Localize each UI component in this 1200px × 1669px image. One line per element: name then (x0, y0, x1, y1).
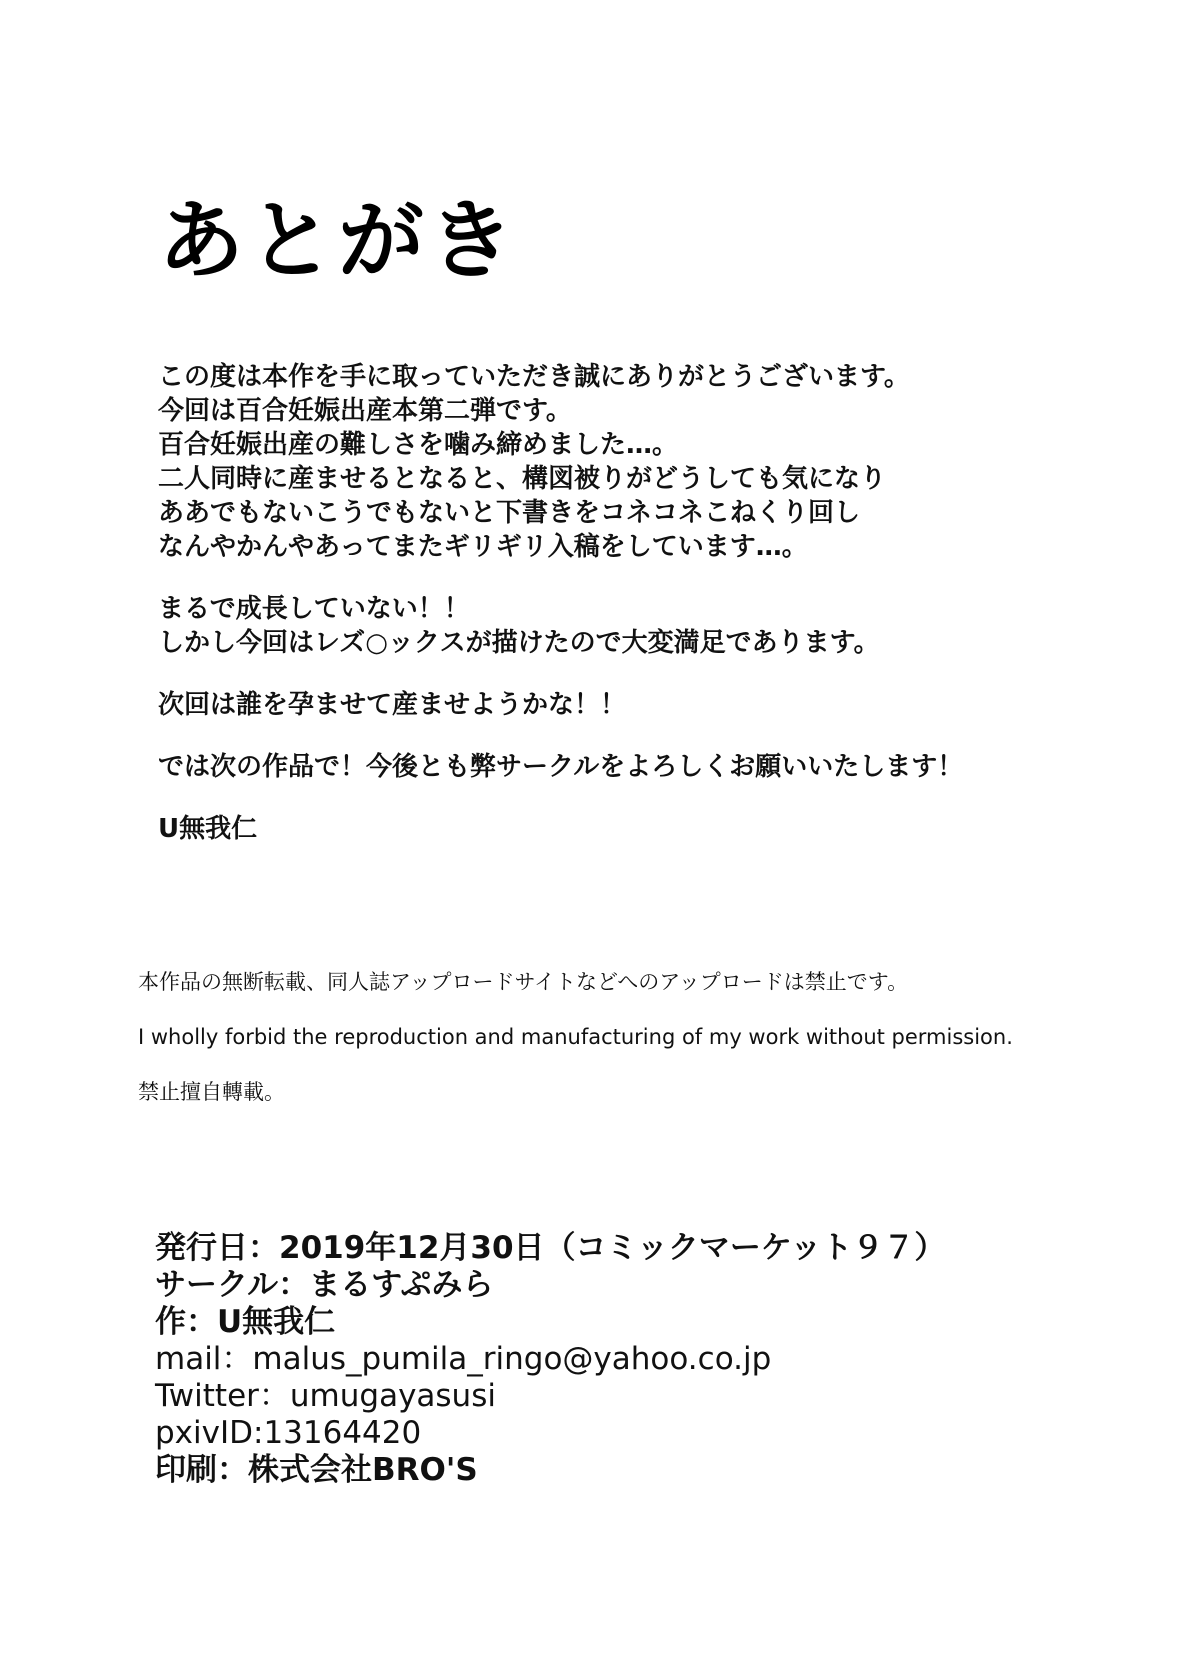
message-line: しかし今回はレズ○ックスが描けたので大変満足であります。 (158, 628, 880, 658)
circle-name: サークル：まるすぷみら (155, 1267, 494, 1303)
paragraph-spacer (158, 722, 1138, 750)
paragraph-spacer (158, 660, 1138, 688)
notice-japanese: 本作品の無断転載、同人誌アップロードサイトなどへのアップロードは禁止です。 (138, 970, 909, 994)
afterword-message (158, 360, 1138, 846)
mail-address: mail：malus_pumila_ringo@yahoo.co.jp (155, 1341, 772, 1377)
notice-spacer (138, 1051, 1138, 1078)
message-line: 次回は誰を孕ませて産ませようかな！！ (158, 690, 627, 720)
message-line: まるで成長していない！！ (158, 594, 470, 624)
message-line: この度は本作を手に取っていただき誠にありがとうございます。 (158, 362, 910, 392)
message-line: 百合妊娠出産の難しさを噛み締めました…。 (158, 430, 679, 460)
twitter-handle: Twitter：umugayasusi (155, 1378, 496, 1414)
notice-english: I wholly forbid the reproduction and manufacturing of my work without permission. (138, 1025, 1013, 1049)
printer-name: 印刷：株式会社BRO'S (155, 1452, 478, 1488)
colophon (155, 1230, 1155, 1489)
pixiv-id: pxivID:13164420 (155, 1415, 422, 1451)
paragraph-spacer (158, 784, 1138, 812)
message-line: ああでもないこうでもないと下書きをコネコネこねくり回し (158, 498, 861, 528)
copyright-notice (138, 968, 1138, 1106)
signature: U無我仁 (158, 814, 258, 844)
notice-spacer (138, 996, 1138, 1023)
notice-chinese: 禁止擅自轉載。 (138, 1080, 285, 1104)
author-name: 作：U無我仁 (155, 1304, 336, 1340)
message-line: では次の作品で！今後とも弊サークルをよろしくお願いいたします！ (158, 752, 964, 782)
message-line: なんやかんやあってまたギリギリ入稿をしています…。 (158, 532, 808, 562)
message-line: 今回は百合妊娠出産本第二弾です。 (158, 396, 572, 426)
paragraph-spacer (158, 564, 1138, 592)
page-title: あとがき (158, 191, 518, 291)
message-line: 二人同時に産ませるとなると、構図被りがどうしても気になり (158, 464, 887, 494)
publish-date: 発行日：2019年12月30日（コミックマーケット９７） (155, 1230, 946, 1266)
